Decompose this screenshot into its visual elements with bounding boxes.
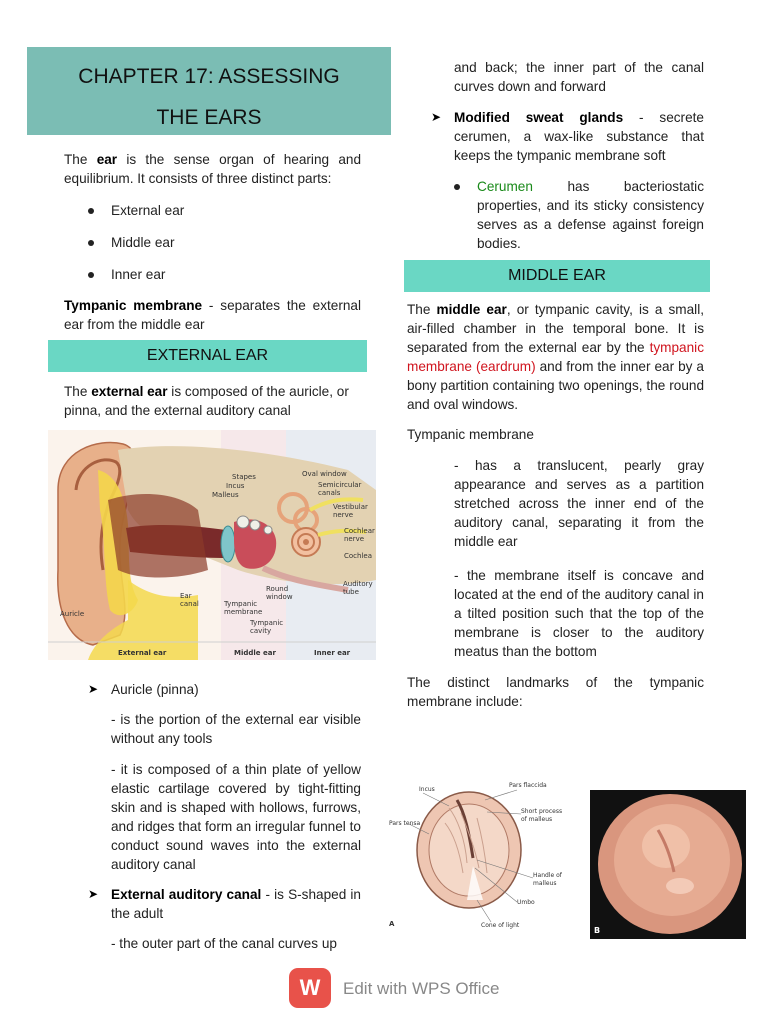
- canal-continued: and back; the inner part of the canal curves down and forward: [454, 60, 704, 94]
- auricle-desc-2: - it is composed of a thin plate of yellow elastic cartilage covered by tight-fitting skin and is shaped with hollows, furrows, and ridges that form an irregular funnel to conduct sound waves into the external auditory canal: [111, 762, 361, 872]
- canal-def: - is S-shaped in the adult: [111, 887, 361, 921]
- chapter-title-line1: CHAPTER 17: ASSESSING: [78, 65, 340, 88]
- label-handle-malleus: Handle of malleus: [533, 872, 562, 887]
- auricle-desc-1: - is the portion of the external ear visible without any tools: [111, 712, 361, 746]
- wps-logo-letter: W: [299, 975, 321, 1000]
- arrow-bullet-icon: ➤: [88, 682, 99, 696]
- middle-term: middle ear: [436, 302, 507, 317]
- cerumen-term: Cerumen: [477, 179, 533, 194]
- glands-def: - secrete cerumen, a wax-like substance that keeps the tympanic membrane soft: [454, 110, 704, 163]
- eardrum-term: tympanic membrane (eardrum): [407, 340, 704, 374]
- external-text-b: is composed of the auricle, or pinna, and the external auditory canal: [64, 384, 349, 418]
- auricle-term: Auricle (pinna): [111, 682, 199, 697]
- intro-term-ear: ear: [96, 152, 118, 167]
- tympanic-diagram-illustration: [387, 778, 567, 933]
- middle-text-a: The: [407, 302, 437, 317]
- label-incus-diagram: Incus: [419, 786, 435, 793]
- label-umbo: Umbo: [517, 899, 535, 906]
- label-figure-a: A: [389, 920, 395, 928]
- part-external-ear: External ear: [111, 203, 185, 218]
- bullet-dot: [88, 240, 94, 246]
- cerumen-def: has bacteriostatic properties, and its sticky consistency serves as a defense against foreign bodies.: [477, 179, 704, 251]
- part-middle-ear: Middle ear: [111, 235, 175, 250]
- tympanic-subheading: Tympanic membrane: [407, 427, 534, 442]
- section-inner-ear: Inner ear: [314, 649, 351, 657]
- part-inner-ear: Inner ear: [111, 267, 166, 282]
- tympanic-desc-1: - has a translucent, pearly gray appearance and serves as a partition stretched across the inner end of the auditory canal, separating it from the middle ear: [454, 458, 704, 549]
- label-pars-flaccida: Pars flaccida: [509, 782, 547, 789]
- landmarks-paragraph: The distinct landmarks of the tympanic membrane include:: [407, 675, 704, 709]
- label-vestibular-nerve: Vestibular nerve: [333, 503, 368, 519]
- section-middle-ear: Middle ear: [234, 649, 276, 657]
- cerumen-paragraph: [477, 177, 704, 253]
- label-pars-tensa: Pars tensa: [389, 820, 421, 827]
- bullet-dot: [88, 272, 94, 278]
- chapter-title-banner: [27, 47, 391, 135]
- label-tympanic-membrane: Tympanic membrane: [224, 600, 263, 616]
- tympanic-desc-2: - the membrane itself is concave and located at the end of the auditory canal in a tilted position such that the top of the membrane is closer to the auditory meatus than the bottom: [454, 568, 704, 659]
- eardrum-photo-illustration: [590, 790, 746, 939]
- tympanic-definition: [64, 296, 361, 334]
- intro-paragraph: [64, 150, 361, 188]
- label-incus: Incus: [226, 482, 245, 490]
- external-term: external ear: [91, 384, 168, 399]
- bullet-dot: [454, 184, 460, 190]
- label-cone-of-light: Cone of light: [481, 922, 520, 929]
- label-ear-canal: Ear canal: [180, 592, 199, 608]
- middle-ear-paragraph: [407, 300, 704, 414]
- label-tympanic-cavity: Tympanic cavity: [250, 619, 284, 635]
- ear-anatomy-illustration: [48, 430, 376, 660]
- arrow-bullet-icon: ➤: [88, 887, 99, 901]
- label-short-process: Short process of malleus: [521, 808, 563, 823]
- middle-text-b: , or tympanic cavity, is a small, air-filled chamber in the temporal bone. It is separated from the external ear by the: [407, 302, 705, 355]
- canal-paragraph: [111, 885, 361, 923]
- external-ear-paragraph: [64, 382, 364, 420]
- glands-paragraph: [454, 108, 704, 165]
- label-stapes: Stapes: [232, 473, 256, 481]
- label-cochlea: Cochlea: [344, 552, 372, 560]
- arrow-bullet-icon: ➤: [431, 110, 442, 124]
- middle-ear-heading: MIDDLE EAR: [404, 260, 710, 292]
- label-auricle: Auricle: [60, 610, 85, 618]
- intro-text-a: The: [64, 152, 97, 167]
- bullet-dot: [88, 208, 94, 214]
- intro-text-b: is the sense organ of hearing and equilibrium. It consists of three distinct parts:: [64, 152, 362, 186]
- label-figure-b: B: [594, 926, 601, 935]
- chapter-title-line2: THE EARS: [156, 106, 262, 129]
- label-auditory-tube: Auditory tube: [343, 580, 373, 596]
- label-semicircular-canals: Semicircular canals: [318, 481, 362, 497]
- label-round-window: Round window: [266, 585, 293, 601]
- canal-desc-1: - the outer part of the canal curves up: [111, 936, 337, 951]
- wps-logo-icon[interactable]: [289, 968, 331, 1008]
- tympanic-def-text: - separates the external ear from the middle ear: [64, 298, 361, 332]
- otoscope-photo-b: [590, 790, 746, 939]
- label-cochlear-nerve: Cochlear nerve: [344, 527, 375, 543]
- canal-term: External auditory canal: [111, 887, 262, 902]
- edit-with-wps-link[interactable]: Edit with WPS Office: [343, 979, 500, 998]
- ear-anatomy-figure: [48, 430, 376, 660]
- external-ear-heading: EXTERNAL EAR: [48, 340, 367, 372]
- section-external-ear: External ear: [118, 649, 167, 657]
- glands-term: Modified sweat glands: [454, 110, 624, 125]
- tympanic-term: Tympanic membrane: [64, 298, 203, 313]
- label-oval-window: Oval window: [302, 470, 347, 478]
- label-malleus: Malleus: [212, 491, 239, 499]
- middle-text-c: and from the inner ear by a bony partition containing two openings, the round and oval windows.: [407, 359, 704, 412]
- tympanic-diagram-a: [387, 778, 567, 933]
- external-text-a: The: [64, 384, 92, 399]
